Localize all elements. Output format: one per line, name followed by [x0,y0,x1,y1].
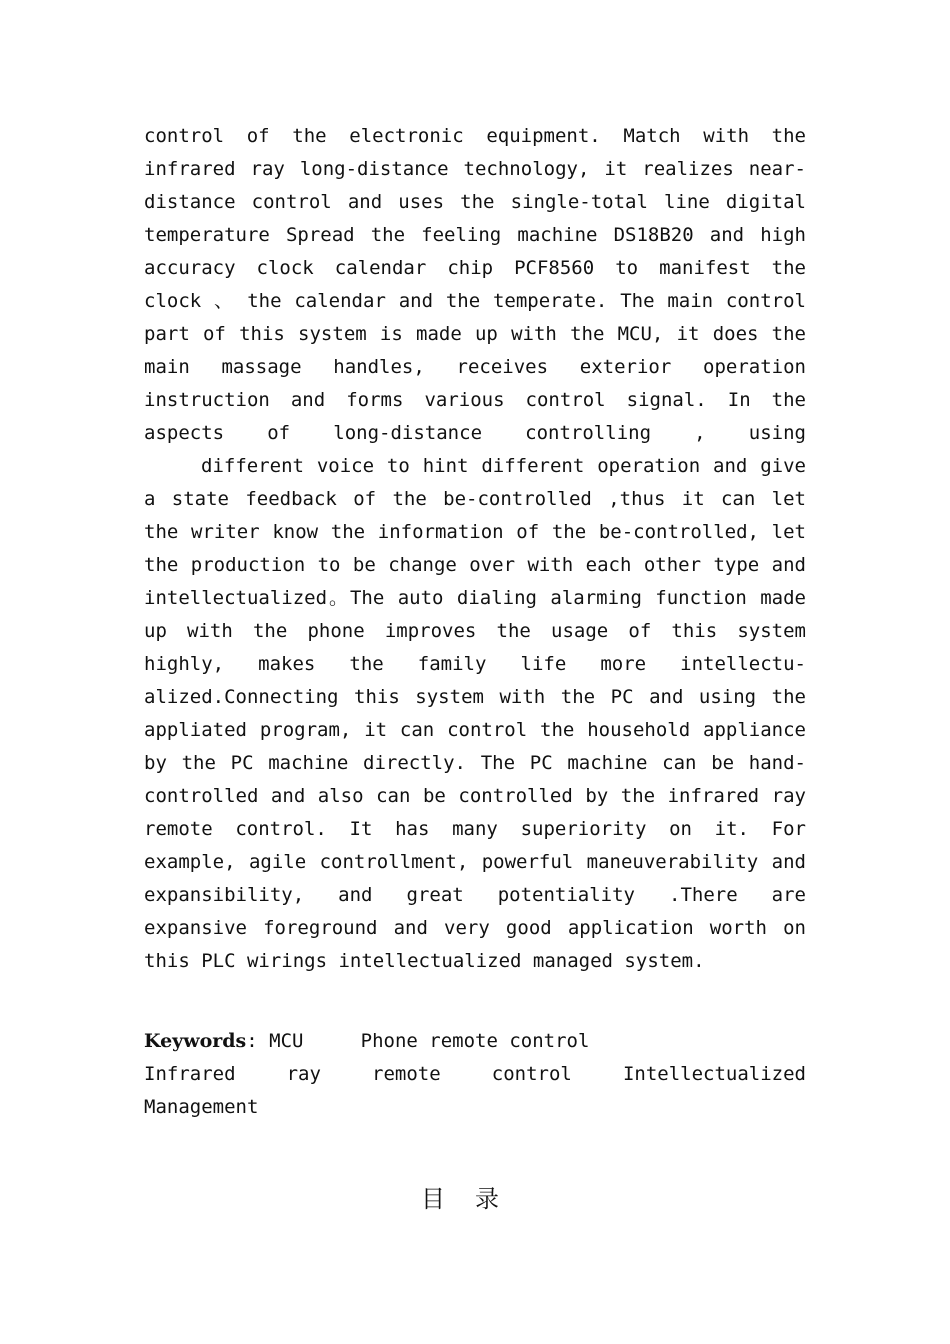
abstract-line: the writer know the information of the be-controlled, let [144,521,806,543]
abstract-line: temperature Spread the feeling machine DS18B20 and high [144,224,806,246]
abstract-line: aspects of long-distance controlling , using [144,422,806,444]
abstract-line: different voice to hint different operation and give [201,455,806,477]
abstract-line: a state feedback of the be-controlled ,thus it can let [144,488,806,510]
abstract-line: example, agile controllment, powerful maneuverability and [144,851,806,873]
keywords-list-3: Management [144,1096,259,1118]
abstract-line: controlled and also can be controlled by the infrared ray [144,785,806,807]
abstract-line: alized.Connecting this system with the PC and using the [144,686,806,708]
abstract-line: intellectualized。The auto dialing alarming function made [144,587,806,609]
abstract-line: this PLC wirings intellectualized managed system. [144,950,705,972]
abstract-line: accuracy clock calendar chip PCF8560 to manifest the [144,257,806,279]
abstract-body [144,120,806,978]
abstract-line: the production to be change over with each other type and [144,554,806,576]
abstract-line: expansive foreground and very good application worth on [144,917,806,939]
abstract-line: clock 、 the calendar and the temperate. The main control [144,290,806,312]
abstract-line: remote control. It has many superiority on it. For [144,818,806,840]
abstract-line: instruction and forms various control signal. In the [144,389,806,411]
toc-heading: 目录 [421,1185,529,1213]
abstract-line: appliated program, it can control the household appliance [144,719,806,741]
abstract-line: part of this system is made up with the MCU, it does the [144,323,806,345]
abstract-line: control of the electronic equipment. Match with the [144,125,806,147]
abstract-line: main massage handles, receives exterior operation [144,356,806,378]
keywords-label: Keywords [144,1030,247,1052]
abstract-line: by the PC machine directly. The PC machine can be hand- [144,752,806,774]
keywords-list-2: Infrared ray remote control Intellectualized [144,1063,806,1085]
abstract-line: expansibility, and great potentiality .There are [144,884,806,906]
abstract-line: highly, makes the family life more intellectu- [144,653,806,675]
keywords-list-1: MCU Phone remote control [269,1030,590,1052]
keywords-section [144,1025,806,1124]
abstract-line: up with the phone improves the usage of this system [144,620,806,642]
abstract-line: infrared ray long-distance technology, it realizes near- [144,158,806,180]
abstract-line: distance control and uses the single-total line digital [144,191,806,213]
keywords-line [144,1025,806,1058]
keywords-separator: : [246,1030,270,1052]
